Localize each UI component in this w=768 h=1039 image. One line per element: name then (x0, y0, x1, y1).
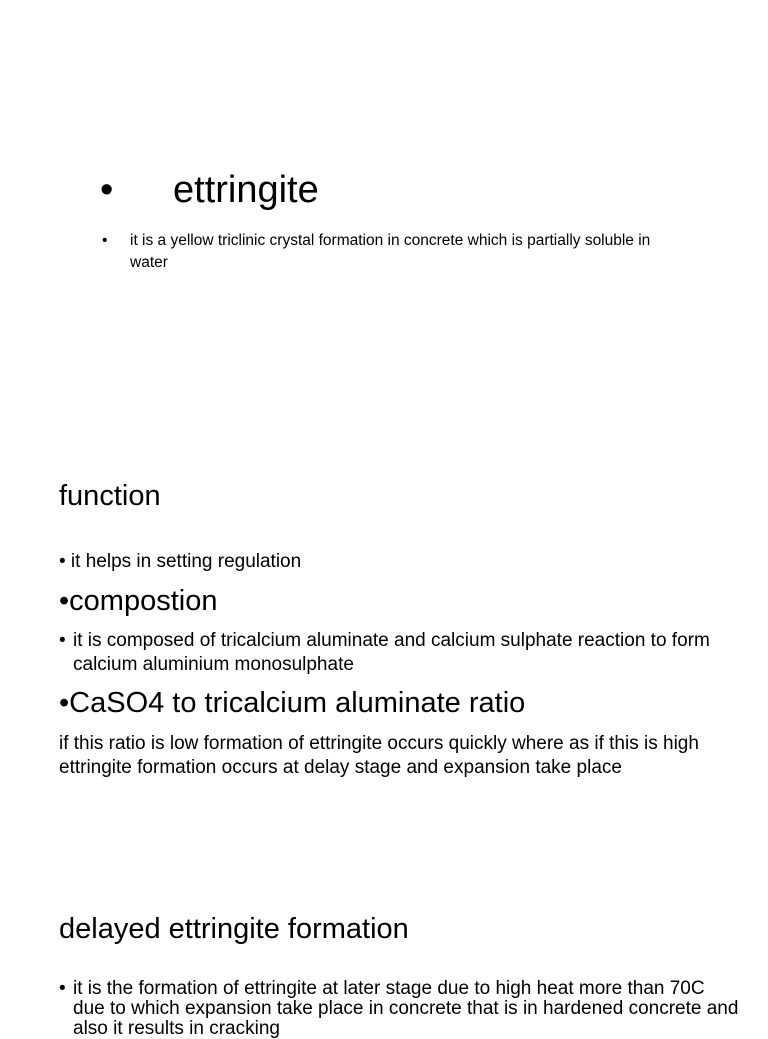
ratio-paragraph: if this ratio is low formation of ettringite occurs quickly where as if this is high ettringite formation occurs at delay stage and expansion take place (59, 733, 699, 778)
title-bullet: • (100, 169, 114, 211)
delayed-bullet (59, 979, 739, 1039)
delayed-heading: delayed ettringite formation (59, 913, 409, 945)
composition-bullet (59, 629, 739, 677)
compostion-heading: •compostion (59, 585, 218, 617)
slide1-body-bullet (102, 230, 682, 274)
ratio-heading: •CaSO4 to tricalcium aluminate ratio (59, 687, 526, 719)
delayed-text: it is the formation of ettringite at later stage due to high heat more than 70C due to which expansion take place in concrete that is in hardened concrete and also it results in cracking (73, 978, 739, 1039)
title-text: ettringite (173, 169, 319, 211)
body-text: it is a yellow triclinic crystal formation in concrete which is partially soluble in water (130, 232, 651, 271)
body-bullet: • (102, 232, 108, 249)
delayed-bullet-mark: • (59, 978, 66, 999)
composition-text: it is composed of tricalcium aluminate and calcium sulphate reaction to form calcium aluminium monosulphate (73, 630, 710, 675)
function-heading: function (59, 480, 161, 512)
setting-regulation-bullet: • it helps in setting regulation (59, 551, 302, 572)
composition-bullet-mark: • (59, 630, 66, 651)
slide1-title (100, 166, 319, 214)
